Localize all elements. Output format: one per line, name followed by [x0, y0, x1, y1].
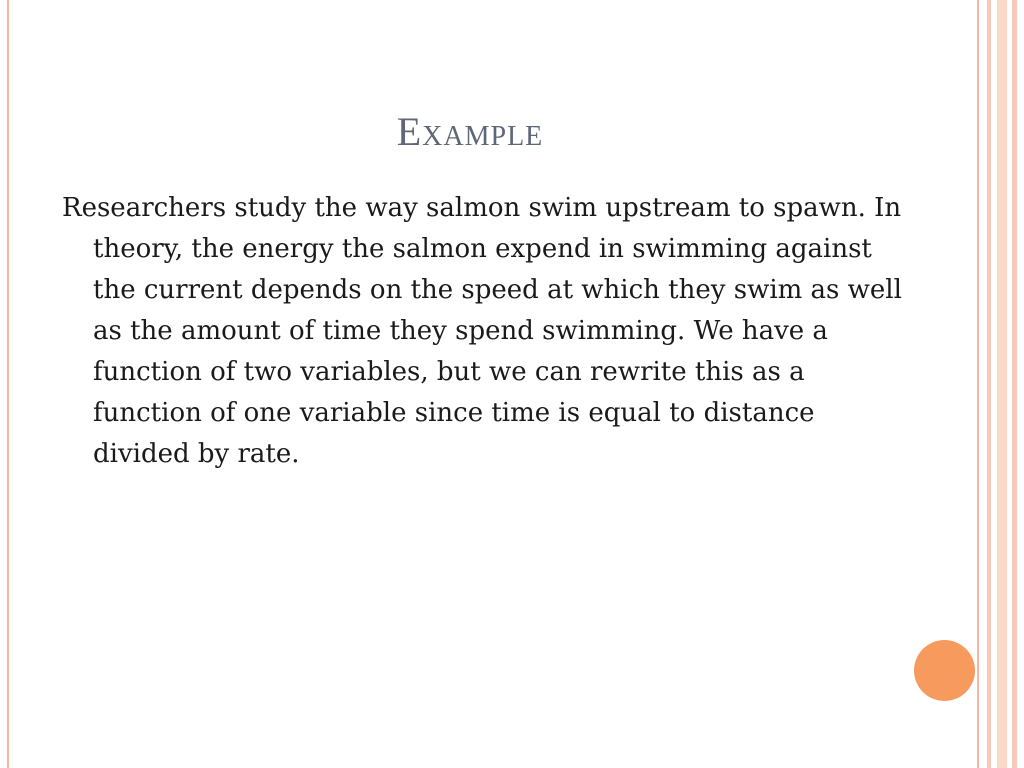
right-border-stripe — [987, 0, 991, 768]
right-border-stripe — [977, 0, 979, 768]
accent-circle-icon — [914, 640, 975, 701]
slide-title: Example — [396, 109, 544, 154]
right-border-stripe — [997, 0, 1007, 768]
right-border-stripe — [1012, 0, 1017, 768]
slide-body-text: Researchers study the way salmon swim upstream to spawn. In theory, the energy the salmon expend in swimming against the current depends on the speed at which they swim as well as the amount of time they spend swimming. We have a function of two variables, but we can rewrite this as a function of one variable since time is equal to distance divided by rate. — [62, 193, 902, 469]
